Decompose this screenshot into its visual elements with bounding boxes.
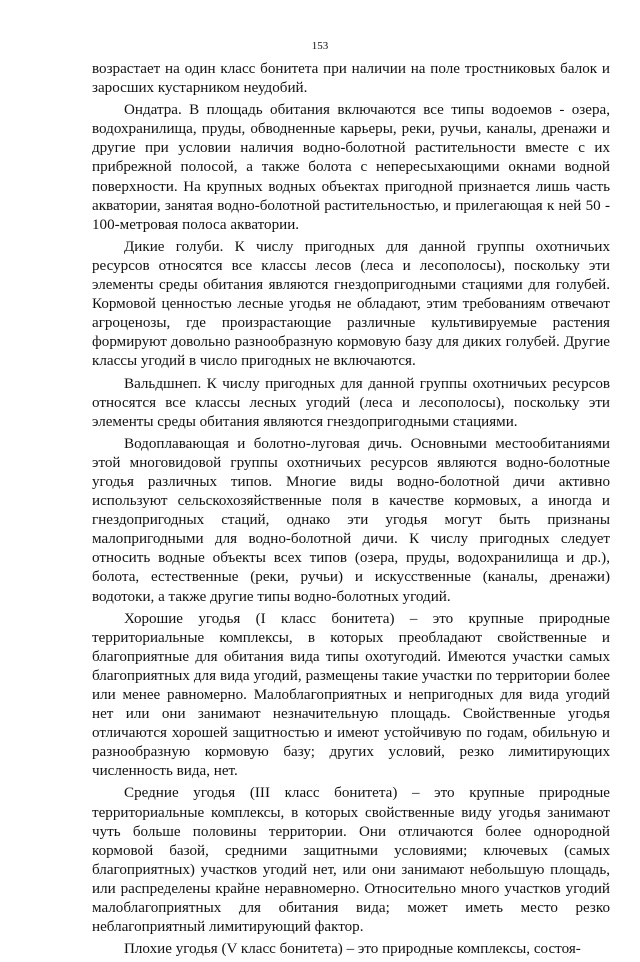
paragraph-average-lands: Средние угодья (III класс бонитета) – это крупные природные территориальные комплексы, в которых свойственные виду угодья занимают чуть больше половины территории. Они отличаются более однородной кормовой базой, средними защитными условиями; ключевых (самых благоприятных) участков угодий нет, или они занимают небольшую площадь, или распределены крайне неравномерно. Относительно много участков угодий малоблагоприятных для обитания вида; может иметь место резко неблагоприятный лимитирующий фактор. (92, 785, 610, 936)
paragraph-woodcock: Вальдшнеп. К числу пригодных для данной группы охотничьих ресурсов относятся все классы лесных угодий (леса и лесополосы), поскольку эти элементы среды обитания являются гнездопригодными стациями. (92, 375, 610, 430)
paragraph-poor-lands: Плохие угодья (V класс бонитета) – это природные комплексы, состоя- (124, 941, 581, 958)
paragraph-waterfowl: Водоплавающая и болотно-луговая дичь. Основными местообитаниями этой многовидовой группы охотничьих ресурсов являются водно-болотные угодья различных типов. Многие виды водно-болотной дичи активно используют сельскохозяйственные поля в качестве кормовых, а иногда и гнездопригодных стаций, однако эти угодья могут быть признаны малопригодными для водно-болотной дичи. К числу пригодных следует относить водные объекты всех типов (озера, пруды, водохранилища и др.), болота, естественные (реки, ручьи) и искусственные (каналы, дренажи) водотоки, а также другие типы водно-болотных угодий. (92, 435, 610, 605)
paragraph-wild-pigeons: Дикие голуби. К числу пригодных для данной группы охотничьих ресурсов относятся все классы лесов (леса и лесополосы), поскольку эти элементы среды обитания являются гнездопригодными стациями для голубей. Кормовой ценностью лесные угодья не обладают, этим требованиям отвечают агроценозы, где произрастающие различные культивируемые растения формируют довольно разнообразную кормовую базу для диких голубей. Другие классы угодий в число пригодных не включаются. (92, 238, 610, 370)
page-body (92, 60, 610, 962)
paragraph-good-lands: Хорошие угодья (I класс бонитета) – это крупные природные территориальные комплексы, в которых преобладают свойственные и благоприятные для обитания вида типы охотугодий. Имеются участки самых благоприятных для вида угодий, размещены такие участки по территории более или менее равномерно. Малоблагоприятных и непригодных для вида угодий нет или они занимают незначительную площадь. Свойственные угодья отличаются хорошей защитностью и имеют устойчивую по годам, обильную и разнообразную кормовую базу; других условий, резко лимитирующих численность вида, нет. (92, 610, 610, 780)
paragraph-continuation: возрастает на один класс бонитета при наличии на поле тростниковых балок и заросших кустарником неудобий. (92, 61, 610, 97)
page-number: 153 (311, 40, 329, 52)
paragraph-muskrat: Ондатра. В площадь обитания включаются все типы водоемов - озера, водохранилища, пруды, обводненные карьеры, реки, ручьи, каналы, дренажи и другие при условии наличия водно-болотной растительности вместе с их прибрежной полосой, а также болота с непересыхающими окнами водной поверхности. На крупных водных объектах пригодной признается лишь часть акватории, занятая водно-болотной растительностью, и прилегающая к ней 50 - 100-метровая полоса акватории. (92, 102, 610, 233)
